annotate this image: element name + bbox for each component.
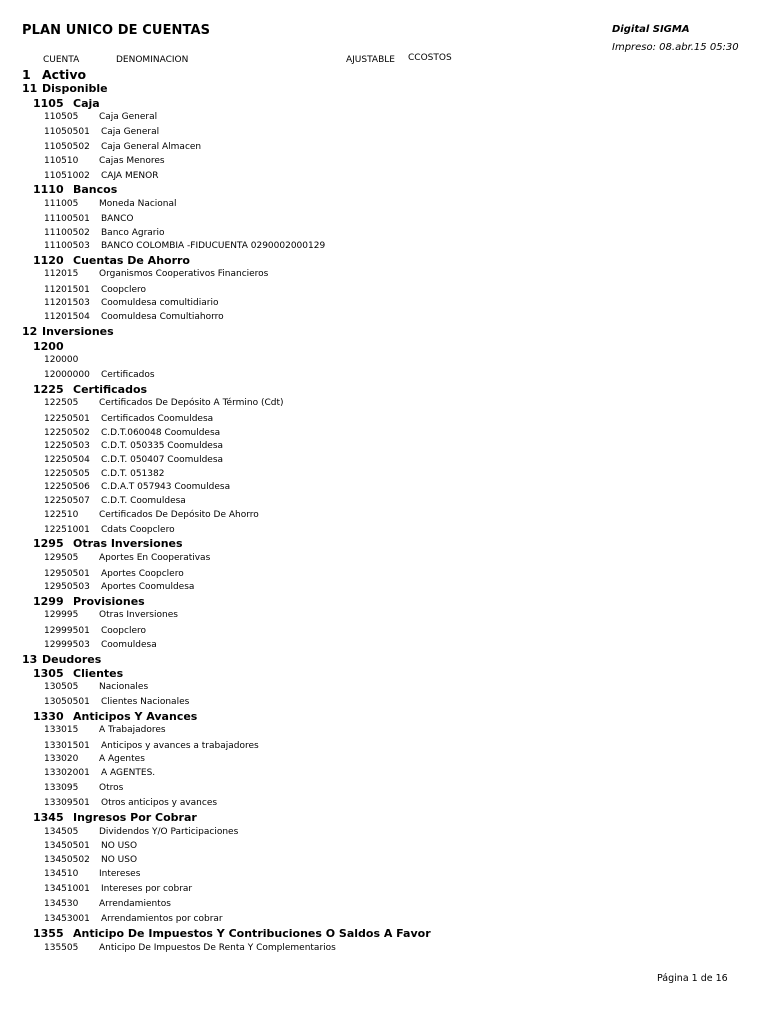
- account-name: Anticipo De Impuestos De Renta Y Complementarios: [99, 943, 336, 953]
- page-number: Página 1 de 16: [657, 973, 728, 984]
- account-code: 12250506: [44, 482, 90, 492]
- account-name: Coomuldesa: [101, 640, 157, 650]
- account-name: Intereses: [99, 869, 141, 879]
- account-code: 1105: [33, 97, 64, 110]
- column-header-cuenta: CUENTA: [43, 55, 80, 65]
- account-name: Otras Inversiones: [99, 610, 178, 620]
- account-code: 13309501: [44, 798, 90, 808]
- account-name: Coomuldesa Comultiahorro: [101, 312, 224, 322]
- account-name: Organismos Cooperativos Financieros: [99, 269, 269, 279]
- account-code: 1120: [33, 254, 64, 267]
- account-code: 1200: [33, 340, 64, 353]
- account-code: 11050501: [44, 127, 90, 137]
- account-code: 1330: [33, 710, 64, 723]
- account-code: 13: [22, 653, 38, 666]
- account-code: 134530: [44, 899, 79, 909]
- account-code: 12251001: [44, 525, 90, 535]
- account-code: 13302001: [44, 768, 90, 778]
- account-code: 1110: [33, 183, 64, 196]
- account-name: C.D.T. 050335 Coomuldesa: [101, 441, 224, 451]
- account-code: 12250505: [44, 469, 90, 479]
- account-code: 11201504: [44, 312, 90, 322]
- account-code: 1355: [33, 927, 64, 940]
- account-name: C.D.A.T 057943 Coomuldesa: [101, 482, 231, 492]
- account-name: Nacionales: [99, 682, 149, 692]
- account-name: Banco Agrario: [101, 228, 165, 238]
- account-code: 12250504: [44, 455, 90, 465]
- account-name: NO USO: [101, 841, 138, 851]
- account-name: Caja General Almacen: [101, 142, 202, 152]
- account-code: 12999503: [44, 640, 90, 650]
- account-name: C.D.T. 050407 Coomuldesa: [101, 455, 224, 465]
- account-name: A AGENTES.: [101, 768, 156, 778]
- account-code: 13453001: [44, 914, 90, 924]
- account-code: 1305: [33, 667, 64, 680]
- account-code: 133015: [44, 725, 79, 735]
- account-name: Provisiones: [73, 595, 145, 608]
- account-code: 111005: [44, 199, 79, 209]
- account-code: 12: [22, 325, 38, 338]
- account-code: 133020: [44, 754, 79, 764]
- account-name: C.D.T. 051382: [101, 469, 165, 479]
- account-name: BANCO COLOMBIA -FIDUCUENTA 0290002000129: [101, 241, 326, 251]
- account-name: Arrendamientos: [99, 899, 171, 909]
- account-name: Cajas Menores: [99, 156, 165, 166]
- account-name: Certificados Coomuldesa: [101, 414, 214, 424]
- account-code: 11100501: [44, 214, 90, 224]
- account-code: 134505: [44, 827, 79, 837]
- account-name: Caja: [73, 97, 100, 110]
- column-header-ccostos: CCOSTOS: [408, 53, 452, 63]
- account-code: 1299: [33, 595, 64, 608]
- account-code: 11: [22, 82, 38, 95]
- report-title: PLAN UNICO DE CUENTAS: [22, 23, 211, 38]
- account-code: 130505: [44, 682, 79, 692]
- account-code: 120000: [44, 355, 79, 365]
- print-date: Impreso: 08.abr.15 05:30: [612, 42, 739, 53]
- account-name: Caja General: [99, 112, 158, 122]
- account-name: Anticipo De Impuestos Y Contribuciones O Saldos A Favor: [73, 927, 431, 940]
- account-code: 122505: [44, 398, 79, 408]
- account-code: 11050502: [44, 142, 90, 152]
- account-code: 1225: [33, 383, 64, 396]
- account-name: A Agentes: [99, 754, 145, 764]
- account-name: Moneda Nacional: [99, 199, 177, 209]
- account-name: Otros: [99, 783, 124, 793]
- column-header-denominacion: DENOMINACION: [116, 55, 189, 65]
- account-code: 112015: [44, 269, 79, 279]
- account-code: 11100503: [44, 241, 90, 251]
- account-name: Disponible: [42, 82, 108, 95]
- account-name: Coomuldesa comultidiario: [101, 298, 219, 308]
- account-code: 12250507: [44, 496, 90, 506]
- account-name: Ingresos Por Cobrar: [73, 811, 197, 824]
- account-name: Caja General: [101, 127, 160, 137]
- account-name: C.D.T.060048 Coomuldesa: [101, 428, 221, 438]
- account-code: 134510: [44, 869, 79, 879]
- account-code: 12950503: [44, 582, 90, 592]
- account-code: 12950501: [44, 569, 90, 579]
- account-name: Otros anticipos y avances: [101, 798, 218, 808]
- account-code: 11051002: [44, 171, 90, 181]
- account-name: Aportes Coopclero: [101, 569, 184, 579]
- account-code: 110505: [44, 112, 79, 122]
- account-name: NO USO: [101, 855, 138, 865]
- account-code: 135505: [44, 943, 79, 953]
- account-name: A Trabajadores: [99, 725, 166, 735]
- account-code: 133095: [44, 783, 79, 793]
- account-code: 12250501: [44, 414, 90, 424]
- account-name: CAJA MENOR: [101, 171, 159, 181]
- account-name: Coopclero: [101, 626, 147, 636]
- account-code: 1: [22, 67, 31, 82]
- column-header-ajustable: AJUSTABLE: [346, 55, 395, 65]
- account-name: BANCO: [101, 214, 134, 224]
- account-code: 11201503: [44, 298, 90, 308]
- account-code: 11201501: [44, 285, 90, 295]
- account-name: Aportes Coomuldesa: [101, 582, 195, 592]
- account-code: 110510: [44, 156, 79, 166]
- account-name: Arrendamientos por cobrar: [101, 914, 223, 924]
- account-name: Clientes Nacionales: [101, 697, 190, 707]
- account-code: 13301501: [44, 741, 90, 751]
- account-code: 1345: [33, 811, 64, 824]
- account-code: 13451001: [44, 884, 90, 894]
- account-name: Certificados De Depósito De Ahorro: [99, 510, 259, 520]
- account-name: Dividendos Y/O Participaciones: [99, 827, 239, 837]
- account-name: Bancos: [73, 183, 118, 196]
- account-code: 129505: [44, 553, 79, 563]
- account-name: Anticipos y avances a trabajadores: [101, 741, 259, 751]
- account-name: Cuentas De Ahorro: [73, 254, 190, 267]
- account-name: Inversiones: [42, 325, 114, 338]
- account-name: C.D.T. Coomuldesa: [101, 496, 186, 506]
- account-name: Intereses por cobrar: [101, 884, 193, 894]
- account-name: Certificados: [73, 383, 148, 396]
- account-code: 12250503: [44, 441, 90, 451]
- account-name: Coopclero: [101, 285, 147, 295]
- account-code: 13050501: [44, 697, 90, 707]
- account-name: Otras Inversiones: [73, 537, 183, 550]
- account-code: 13450501: [44, 841, 90, 851]
- account-name: Activo: [42, 67, 87, 82]
- account-name: Certificados: [101, 370, 155, 380]
- account-code: 12999501: [44, 626, 90, 636]
- company-brand: Digital SIGMA: [612, 24, 690, 35]
- account-name: Deudores: [42, 653, 102, 666]
- account-name: Anticipos Y Avances: [73, 710, 198, 723]
- account-name: Aportes En Cooperativas: [99, 553, 211, 563]
- account-name: Clientes: [73, 667, 124, 680]
- account-code: 1295: [33, 537, 64, 550]
- account-name: Cdats Coopclero: [101, 525, 175, 535]
- account-code: 122510: [44, 510, 79, 520]
- account-code: 11100502: [44, 228, 90, 238]
- account-code: 13450502: [44, 855, 90, 865]
- account-code: 129995: [44, 610, 79, 620]
- account-code: 12250502: [44, 428, 90, 438]
- account-name: Certificados De Depósito A Término (Cdt): [99, 398, 284, 408]
- account-code: 12000000: [44, 370, 90, 380]
